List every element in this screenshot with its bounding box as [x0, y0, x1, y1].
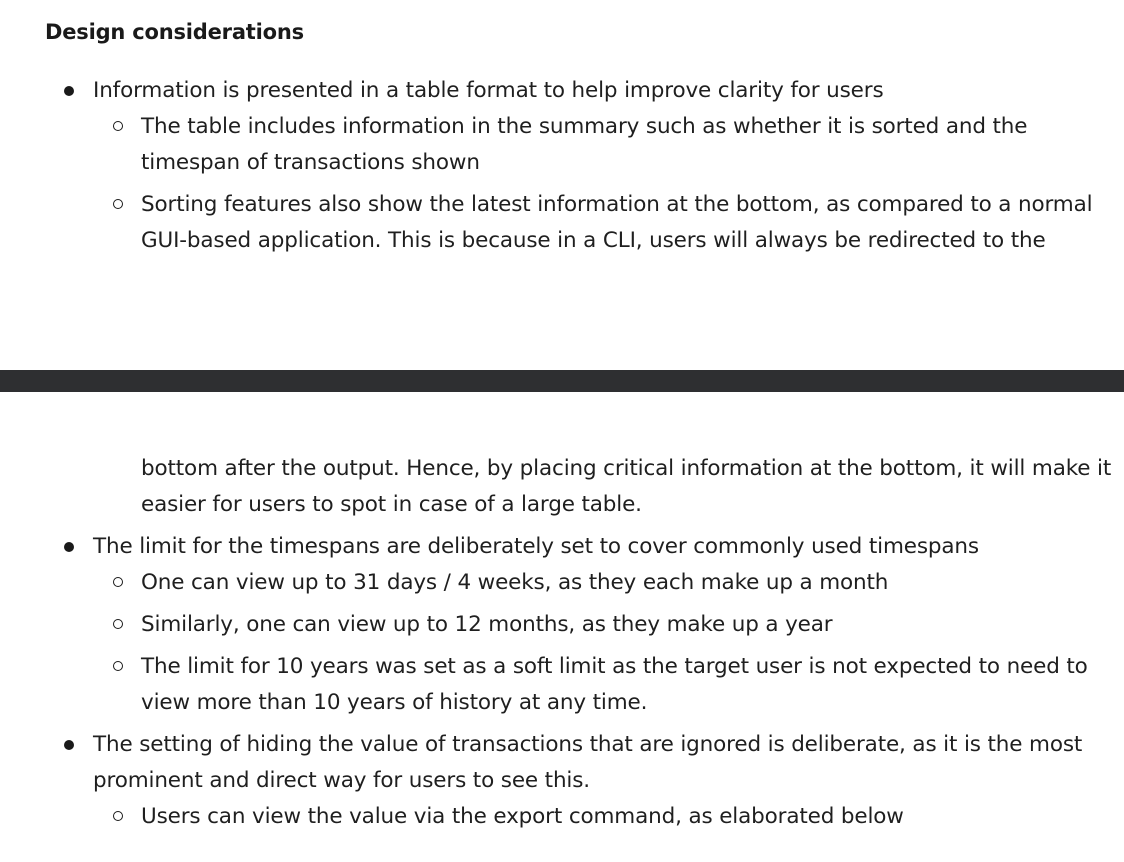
page-break-divider — [0, 370, 1124, 392]
page-top — [0, 0, 1124, 370]
list-item: Users can view the value via the export command, as elaborated below — [141, 804, 904, 829]
list-item-continued: timespan of transactions shown — [141, 150, 480, 175]
circle-bullet-icon — [113, 577, 123, 587]
page-bottom — [0, 392, 1124, 862]
bullet-icon — [64, 740, 74, 750]
list-item-continued: view more than 10 years of history at any time. — [141, 690, 648, 715]
circle-bullet-icon — [113, 661, 123, 671]
list-item: The table includes information in the summary such as whether it is sorted and the — [141, 114, 1028, 139]
list-item: Similarly, one can view up to 12 months, as they make up a year — [141, 612, 833, 637]
list-item: The limit for the timespans are deliberately set to cover commonly used timespans — [93, 534, 979, 559]
circle-bullet-icon — [113, 199, 123, 209]
list-item-continued: bottom after the output. Hence, by placing critical information at the bottom, it will make it — [141, 456, 1112, 481]
list-item: The limit for 10 years was set as a soft limit as the target user is not expected to need to — [141, 654, 1088, 679]
list-item-continued: prominent and direct way for users to see this. — [93, 768, 590, 793]
bullet-icon — [64, 86, 74, 96]
circle-bullet-icon — [113, 811, 123, 821]
list-item: One can view up to 31 days / 4 weeks, as they each make up a month — [141, 570, 889, 595]
list-item: Sorting features also show the latest information at the bottom, as compared to a normal — [141, 192, 1093, 217]
bullet-icon — [64, 542, 74, 552]
list-item: Information is presented in a table format to help improve clarity for users — [93, 78, 884, 103]
section-heading: Design considerations — [45, 20, 304, 44]
circle-bullet-icon — [113, 121, 123, 131]
list-item-continued: GUI-based application. This is because in a CLI, users will always be redirected to the — [141, 228, 1046, 253]
circle-bullet-icon — [113, 619, 123, 629]
list-item-continued: easier for users to spot in case of a large table. — [141, 492, 642, 517]
list-item: The setting of hiding the value of transactions that are ignored is deliberate, as it is the most — [93, 732, 1083, 757]
